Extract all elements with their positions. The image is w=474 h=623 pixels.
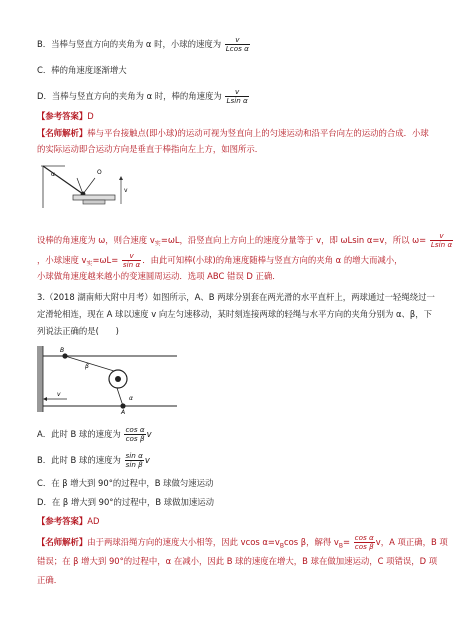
option-3-b: B．此时 B 球的速度为 $\frac{\text{sin α}}{\text{sin β}}$ v (37, 451, 150, 469)
answer-value: D (87, 111, 94, 121)
figure2-v: v (57, 391, 61, 398)
figure2-beta: β (85, 363, 89, 370)
analysis-1-line-2: 的实际运动即合运动方向是垂直于棒指向左上方，如图所示． (37, 144, 264, 154)
answer-1 (37, 111, 94, 122)
option-text: B．当棒与竖直方向的夹角为 α 时，小球的速度为 (37, 39, 222, 49)
question-3-line-1: 3.（2018 湖南师大附中月考）如图所示，A、B 两球分别套在两光滑的水平直杆上，两球通过一轻绳绕过一 (37, 292, 435, 302)
fraction: $\frac{v}{\text{Lcos α}}$ (225, 35, 249, 53)
analysis-label: 【名师解析】 (37, 128, 88, 138)
analysis-3-line-1: 【名师解析】由于两球沿绳方向的速度大小相等，因此 vcos $\alpha=v_B\cos$ β，解得 $v_B=$ $\frac{\text{cos α}}{\text{cos β}}$ v，A 项正确，B 项 (37, 533, 448, 551)
fraction: $\frac{v}{\text{Lsin α}}$ (430, 231, 453, 249)
question-3-line-3: 列说法正确的是( ) (37, 326, 119, 336)
analysis-3-line-3: 正确． (37, 575, 63, 585)
option-text: D．当棒与竖直方向的夹角为 α 时，棒的角速度为 (37, 91, 222, 101)
figure-rod-platform (37, 160, 147, 222)
fraction: $\frac{\text{sin α}}{\text{sin β}}$ (125, 451, 143, 469)
answer-3 (37, 516, 99, 527)
analysis-1-line-1: 【名师解析】棒与平台接触点(即小球)的运动可视为竖直向上的匀速运动和沿平台向左的运动的合成．小球 (37, 128, 429, 138)
option-3-d: D．在 β 增大到 90°的过程中，B 球做加速运动 (37, 497, 215, 507)
figure2-a: A (121, 409, 126, 416)
option-c-prev: C．棒的角速度逐渐增大 (37, 65, 127, 75)
figure-pulley (37, 344, 187, 416)
option-3-c: C．在 β 增大到 90°的过程中，B 球做匀速运动 (37, 478, 214, 488)
figure2-alpha: α (129, 395, 133, 402)
answer-label: 【参考答案】 (37, 111, 88, 121)
analysis-1-line-5: 小球做角速度越来越小的变速圆周运动．选项 ABC 错误 D 正确． (37, 271, 281, 281)
answer-value: AD (87, 516, 100, 526)
question-3-line-2: 定滑轮相连，现在 A 球以速度 v 向左匀速移动，某时刻连接两球的轻绳与水平方向的夹角分别为 α、β，下 (37, 309, 432, 319)
answer-label: 【参考答案】 (37, 516, 88, 526)
figure1-o: O (97, 169, 102, 176)
option-b-prev (37, 36, 251, 53)
option-d-prev (37, 88, 250, 105)
fraction: $\frac{v}{\text{Lsin α}}$ (226, 87, 248, 105)
analysis-1-line-4: ，小球速度 $v_实=\omega L=$ $\frac{v}{\text{sin α}}$ ．由此可知棒(小球)的角速度随棒与竖直方向的夹角 α 的增大而减小， (37, 251, 403, 269)
fraction: $\frac{v}{\text{sin α}}$ (122, 251, 141, 269)
figure1-v: v (124, 187, 128, 194)
figure2-b: B (60, 347, 65, 354)
analysis-3-line-2: 错误；在 β 增大到 90°的过程中，α 在减小，因此 B 球的速度在增大，B 球在做加速运动，C 项错误，D 项 (37, 556, 438, 566)
fraction: $\frac{\text{cos α}}{\text{cos β}}$ (354, 533, 374, 551)
fraction: $\frac{\text{cos α}}{\text{cos β}}$ (125, 425, 145, 443)
figure1-alpha: α (51, 171, 55, 178)
analysis-1-line-3: 设棒的角速度为 ω，则合速度 $v_实=\omega L$，沿竖直向上方向上的速度分量等于 v，即 ωLsin α=v，所以 ω= $\frac{v}{\text{Lsin α}}$ (37, 231, 453, 249)
option-3-a: A．此时 B 球的速度为 $\frac{\text{cos α}}{\text{cos β}}$ v (37, 425, 152, 443)
